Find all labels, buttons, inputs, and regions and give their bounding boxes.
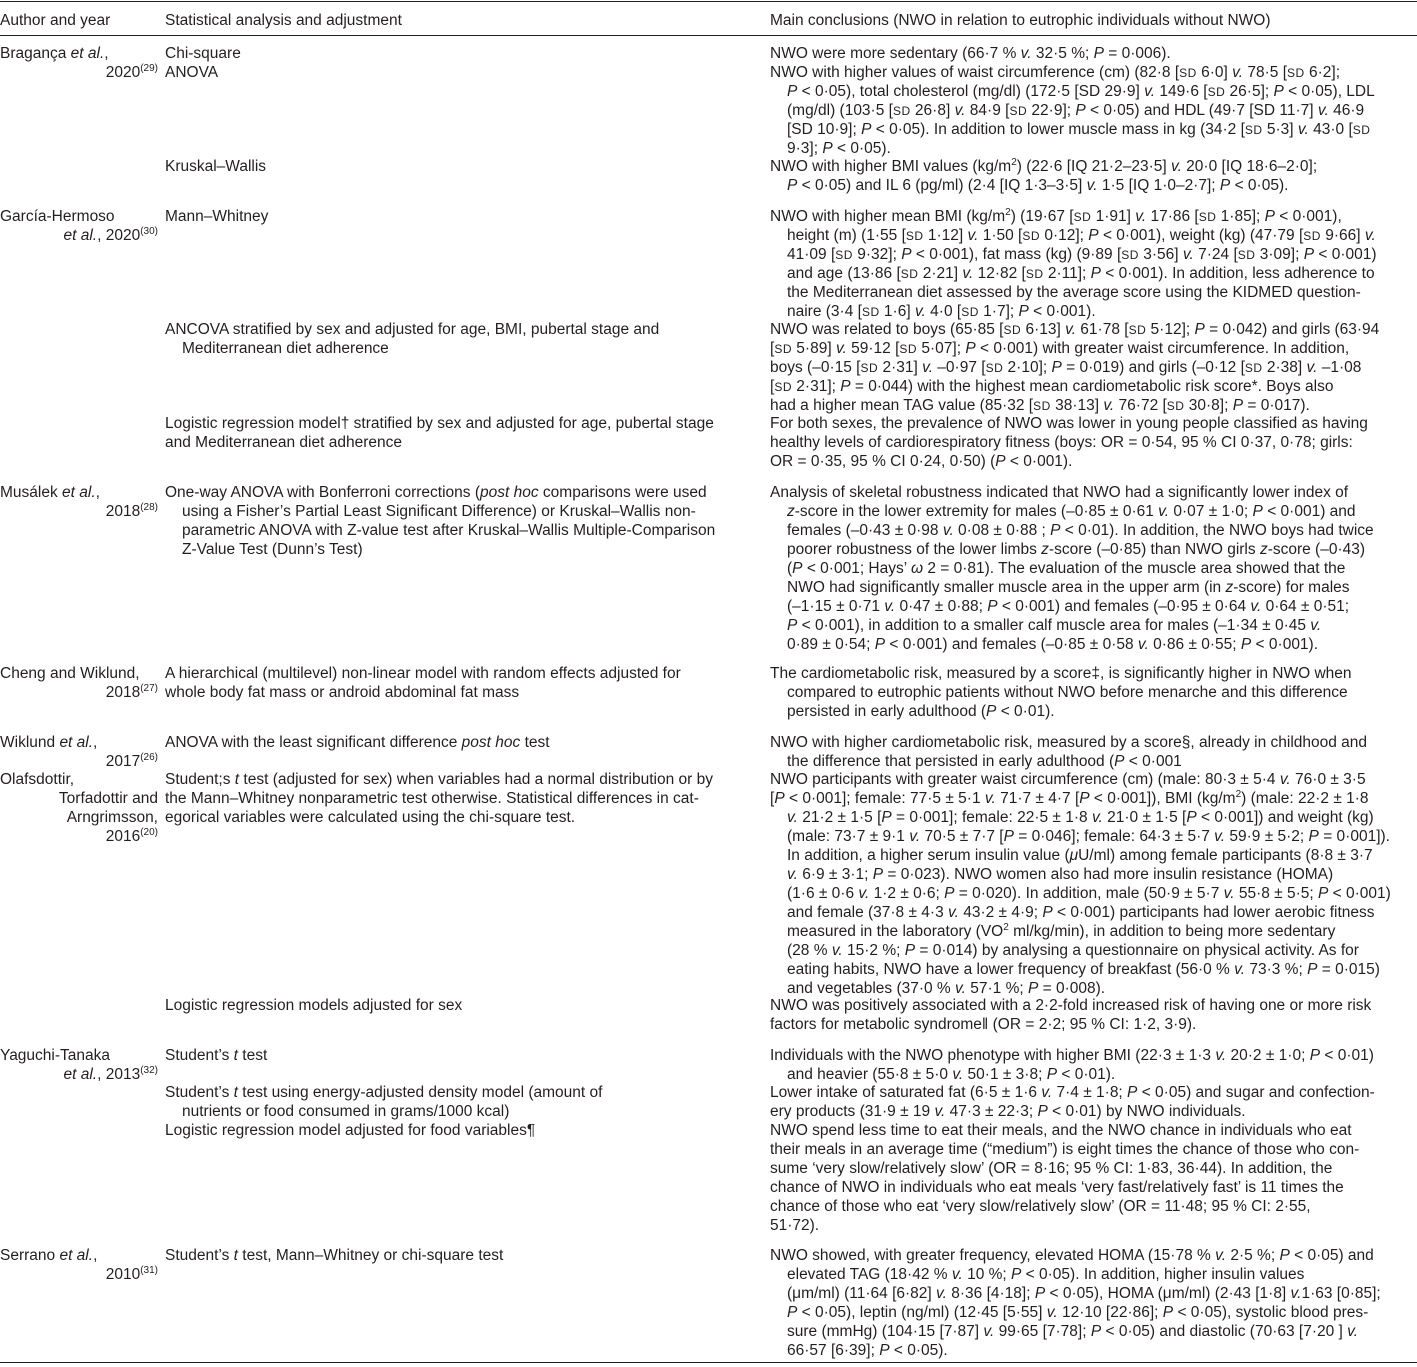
analysis-line: parametric ANOVA with Z-value test after Kruskal–Wallis Multiple-Comparison <box>182 522 716 539</box>
conclusion-line: healthy levels of cardiorespiratory fitness (boys: OR = 0·54, 95 % CI 0·37, 0·78; girls: <box>770 434 1353 451</box>
conclusion-line: factors for metabolic syndromeǁ (OR = 2·2; 95 % CI: 1·2, 3·9). <box>770 1016 1197 1033</box>
analysis-line: using a Fisher’s Partial Least Significant Difference) or Kruskal–Wallis non- <box>182 503 696 520</box>
analysis-line: and Mediterranean diet adherence <box>165 434 402 451</box>
analysis-line: A hierarchical (multilevel) non-linear model with random effects adjusted for <box>165 665 681 682</box>
conclusion-line: elevated TAG (18·42 % v. 10 %; P < 0·05). In addition, higher insulin values <box>787 1266 1305 1283</box>
analysis-line: Logistic regression model adjusted for food variables¶ <box>165 1122 536 1139</box>
conclusion-line: (male: 73·7 ± 9·1 v. 70·5 ± 7·7 [P = 0·046]; female: 64·3 ± 5·7 v. 59·9 ± 5·2; P = 0·001]). <box>787 828 1390 845</box>
author-year-line: 2010$^{(31)}$ <box>105 1265 158 1283</box>
author-year-line: Serrano et al., <box>0 1247 98 1264</box>
conclusion-line: z-score in the lower extremity for males (–0·85 ± 0·61 v. 0·07 ± 1·0; P < 0·001) and <box>787 503 1356 520</box>
conclusion-line: (–1·15 ± 0·71 v. 0·47 ± 0·88; P < 0·001) and females (–0·95 ± 0·64 v. 0·64 ± 0·51; <box>787 598 1350 615</box>
analysis-line: ANOVA <box>165 64 219 81</box>
conclusion-line: persisted in early adulthood (P < 0·01). <box>787 703 1055 720</box>
analysis-line: Student’s t test <box>165 1047 268 1064</box>
conclusion-line: naire (3·4 [SD 1·6] v. 4·0 [SD 1·7]; P < 0·001). <box>787 303 1096 320</box>
conclusion-line: 9·3]; P < 0·05). <box>787 140 891 157</box>
header-rule <box>0 35 1417 36</box>
conclusion-line: and vegetables (37·0 % v. 57·1 %; P = 0·008). <box>787 980 1106 997</box>
analysis-line: One-way ANOVA with Bonferroni corrections (post hoc comparisons were used <box>165 484 707 501</box>
analysis-line: Logistic regression model† stratified by sex and adjusted for age, pubertal stage <box>165 415 714 432</box>
analysis-line: egorical variables were calculated using the chi-square test. <box>165 809 576 826</box>
conclusion-line: height (m) (1·55 [SD 1·12] v. 1·50 [SD 0·12]; P < 0·001), weight (kg) (47·79 [SD 9·66] v. <box>787 227 1376 244</box>
conclusion-line: NWO was positively associated with a 2·2-fold increased risk of having one or more risk <box>770 997 1372 1014</box>
conclusion-line: NWO participants with greater waist circumference (cm) (male: 80·3 ± 5·4 v. 76·0 ± 3·5 <box>770 771 1366 788</box>
conclusion-line: [SD 5·89] v. 59·12 [SD 5·07]; P < 0·001) with greater waist circumference. In addition, <box>770 340 1350 357</box>
conclusion-line: boys (–0·15 [SD 2·31] v. –0·97 [SD 2·10]; P = 0·019) and girls (–0·12 [SD 2·38] v. –1·08 <box>770 359 1362 376</box>
conclusion-line: the Mediterranean diet assessed by the average score using the KIDMED question- <box>787 284 1361 301</box>
author-year-line: 2016$^{(20)}$ <box>105 827 158 845</box>
conclusion-line: NWO with higher cardiometabolic risk, measured by a score§, already in childhood and <box>770 734 1368 751</box>
conclusion-line: sure (mmHg) (104·15 [7·87] v. 99·65 [7·78]; P < 0·05) and diastolic (70·63 [7·20 ] v. <box>787 1323 1359 1340</box>
conclusion-line: poorer robustness of the lower limbs z-score (–0·85) than NWO girls z-score (–0·43) <box>787 541 1366 558</box>
conclusion-line: NWO had significantly smaller muscle area in the upper arm (in z-score) for males <box>787 579 1350 596</box>
author-year-line: Torfadottir and <box>58 790 158 807</box>
conclusion-line: and age (13·86 [SD 2·21] v. 12·82 [SD 2·11]; P < 0·001). In addition, less adherence to <box>787 265 1375 282</box>
column-header-analysis: Statistical analysis and adjustment <box>165 12 402 29</box>
analysis-line: ANOVA with the least significant difference post hoc test <box>165 734 550 751</box>
analysis-line: the Mann–Whitney nonparametric test otherwise. Statistical differences in cat- <box>165 790 699 807</box>
author-year-line: Bragança et al., <box>0 45 109 62</box>
conclusion-line: eating habits, NWO have a lower frequency of breakfast (56·0 % v. 73·3 %; P = 0·015) <box>787 961 1380 978</box>
conclusion-line: NWO with higher mean BMI $(kg/m^2)$ (19·67 [SD 1·91] v. 17·86 [SD 1·85]; P < 0·001), <box>770 207 1342 225</box>
conclusion-line: v. 21·2 ± 1·5 [P = 0·001]; female: 22·5 ± 1·8 v. 21·0 ± 1·5 [P < 0·001]) and weight (kg) <box>787 809 1374 826</box>
conclusion-line: OR = 0·35, 95 % CI 0·24, 0·50) (P < 0·001). <box>770 453 1073 470</box>
conclusion-line: NWO were more sedentary (66·7 % v. 32·5 %; P = 0·006). <box>770 45 1171 62</box>
conclusion-line: measured in the laboratory ($VO^2$ ml/kg/min), in addition to being more sedentary <box>787 922 1336 940</box>
conclusion-line: 41·09 [SD 9·32]; P < 0·001), fat mass (kg) (9·89 [SD 3·56] v. 7·24 [SD 3·09]; P < 0·001) <box>787 246 1377 263</box>
analysis-line: Mediterranean diet adherence <box>182 340 389 357</box>
author-year-line: 2017$^{(26)}$ <box>105 752 158 770</box>
conclusion-line: [P < 0·001]; female: 77·5 ± 5·1 v. 71·7 ± 4·7 [P < 0·001]), BMI $(kg/m^2)$ (male: 22·2 ± 1·8 <box>770 789 1369 807</box>
conclusion-line: P < 0·001), in addition to a smaller calf muscle area for males (–1·34 ± 0·45 v. <box>787 617 1322 634</box>
analysis-line: Mann–Whitney <box>165 208 269 225</box>
conclusion-line: P < 0·05) and IL 6 (pg/ml) (2·4 [IQ 1·3–3·5] v. 1·5 [IQ 1·0–2·7]; P < 0·05). <box>787 177 1289 194</box>
author-year-line: Olafsdottir, <box>0 771 75 788</box>
analysis-line: Z-Value Test (Dunn’s Test) <box>182 541 363 558</box>
conclusion-line: P < 0·05), total cholesterol (mg/dl) (172·5 [SD 29·9] v. 149·6 [SD 26·5]; P < 0·05), LDL <box>787 83 1375 100</box>
conclusion-line: (P < 0·001; Hays’ ω 2 = 0·81). The evaluation of the muscle area showed that the <box>787 560 1346 577</box>
conclusion-line: For both sexes, the prevalence of NWO was lower in young people classified as having <box>770 415 1368 432</box>
author-year-line: 2020$^{(29)}$ <box>105 63 158 81</box>
author-year-line: et al., 2020$^{(30)}$ <box>63 226 158 244</box>
conclusion-line: their meals in an average time (“medium”) is eight times the chance of those who con- <box>770 1141 1360 1158</box>
conclusion-line: 0·89 ± 0·54; P < 0·001) and females (–0·85 ± 0·58 v. 0·86 ± 0·55; P < 0·001). <box>787 636 1319 653</box>
conclusion-line: P < 0·05), leptin (ng/ml) (12·45 [5·55] v. 12·10 [22·86]; P < 0·05), systolic blood pres- <box>787 1304 1369 1321</box>
analysis-line: Chi-square <box>165 45 241 62</box>
conclusion-line: v. 6·9 ± 3·1; P = 0·023). NWO women also had more insulin resistance (HOMA) <box>787 866 1334 883</box>
conclusion-line: 66·57 [6·39]; P < 0·05). <box>787 1342 948 1359</box>
conclusion-line: (28 % v. 15·2 %; P = 0·014) by analysing a questionnaire on physical activity. As for <box>787 942 1359 959</box>
author-year-line: Wiklund et al., <box>0 734 98 751</box>
analysis-line: whole body fat mass or android abdominal fat mass <box>165 684 520 701</box>
conclusion-line: Lower intake of saturated fat (6·5 ± 1·6 v. 7·4 ± 1·8; P < 0·05) and sugar and confection- <box>770 1084 1375 1101</box>
analysis-line: Kruskal–Wallis <box>165 158 267 175</box>
conclusion-line: The cardiometabolic risk, measured by a score‡, is significantly higher in NWO when <box>770 665 1352 682</box>
column-header-conclusions: Main conclusions (NWO in relation to eutrophic individuals without NWO) <box>770 12 1271 29</box>
conclusion-line: the difference that persisted in early adulthood (P < 0·001 <box>787 753 1182 770</box>
analysis-line: ANCOVA stratified by sex and adjusted for age, BMI, pubertal stage and <box>165 321 660 338</box>
conclusion-line: In addition, a higher serum insulin value (μU/ml) among female participants (8·8 ± 3·7 <box>787 847 1373 864</box>
conclusion-line: Individuals with the NWO phenotype with higher BMI (22·3 ± 1·3 v. 20·2 ± 1·0; P < 0·01) <box>770 1047 1374 1064</box>
conclusion-line: females (–0·43 ± 0·98 v. 0·08 ± 0·88 ; P < 0·01). In addition, the NWO boys had twice <box>787 522 1374 539</box>
conclusion-line: sume ‘very slow/relatively slow’ (OR = 8·16; 95 % CI: 1·83, 36·44). In addition, the <box>770 1160 1333 1177</box>
conclusion-line: NWO spend less time to eat their meals, and the NWO chance in individuals who eat <box>770 1122 1352 1139</box>
conclusion-line: and heavier (55·8 ± 5·0 v. 50·1 ± 3·8; P < 0·01). <box>787 1066 1116 1083</box>
conclusion-line: ery products (31·9 ± 19 v. 47·3 ± 22·3; P < 0·01) by NWO individuals. <box>770 1103 1246 1120</box>
conclusion-line: [SD 10·9]; P < 0·05). In addition to lower muscle mass in kg (34·2 [SD 5·3] v. 43·0 [SD <box>787 121 1371 138</box>
conclusion-line: (mg/dl) (103·5 [SD 26·8] v. 84·9 [SD 22·9]; P < 0·05) and HDL (49·7 [SD 11·7] v. 46·9 <box>787 102 1365 119</box>
analysis-line: Student’s t test using energy-adjusted density model (amount of <box>165 1084 603 1101</box>
conclusion-line: chance of those who eat ‘very slow/relatively slow’ (OR = 11·48; 95 % CI: 2·55, <box>770 1198 1311 1215</box>
conclusion-line: NWO with higher BMI values $(kg/m^2)$ (22·6 [IQ 21·2–23·5] v. 20·0 [IQ 18·6–2·0]; <box>770 157 1318 175</box>
conclusion-line: 51·72). <box>770 1217 820 1234</box>
conclusion-line: chance of NWO in individuals who eat meals ‘very fast/relatively fast’ is 11 times the <box>770 1179 1344 1196</box>
conclusion-line: NWO showed, with greater frequency, elevated HOMA (15·78 % v. 2·5 %; P < 0·05) and <box>770 1247 1374 1264</box>
conclusion-line: NWO with higher values of waist circumference (cm) (82·8 [SD 6·0] v. 78·5 [SD 6·2]; <box>770 64 1341 81</box>
author-year-line: García-Hermoso <box>0 208 115 225</box>
conclusion-line: Analysis of skeletal robustness indicated that NWO had a significantly lower index of <box>770 484 1349 501</box>
table-top-rule <box>0 1 1417 2</box>
analysis-line: Student’s t test, Mann–Whitney or chi-square test <box>165 1247 504 1264</box>
conclusion-line: (1·6 ± 0·6 v. 1·2 ± 0·6; P = 0·020). In addition, male (50·9 ± 5·7 v. 55·8 ± 5·5; P < 0·001) <box>787 885 1391 902</box>
conclusion-line: [SD 2·31]; P = 0·044) with the highest mean cardiometabolic risk score*. Boys also <box>770 378 1334 395</box>
author-year-line: et al., 2013$^{(32)}$ <box>63 1065 158 1083</box>
conclusion-line: (μm/ml) (11·64 [6·82] v. 8·36 [4·18]; P < 0·05), HOMA (μm/ml) (2·43 [1·8] v.1·63 [0·85]; <box>787 1285 1381 1302</box>
author-year-line: Arngrimsson, <box>66 809 158 826</box>
conclusion-line: had a higher mean TAG value (85·32 [SD 38·13] v. 76·72 [SD 30·8]; P = 0·017). <box>770 397 1310 414</box>
author-year-line: Yaguchi-Tanaka <box>0 1047 111 1064</box>
conclusion-line: and female (37·8 ± 4·3 v. 43·2 ± 4·9; P < 0·001) participants had lower aerobic fitness <box>787 904 1375 921</box>
conclusion-line: NWO was related to boys (65·85 [SD 6·13] v. 61·78 [SD 5·12]; P = 0·042) and girls (63·94 <box>770 321 1380 338</box>
conclusion-line: compared to eutrophic patients without NWO before menarche and this difference <box>787 684 1348 701</box>
column-header-author: Author and year <box>0 12 111 29</box>
author-year-line: 2018$^{(27)}$ <box>105 683 158 701</box>
analysis-line: nutrients or food consumed in grams/1000 kcal) <box>182 1103 510 1120</box>
analysis-line: Student;s t test (adjusted for sex) when variables had a normal distribution or by <box>165 771 713 788</box>
analysis-line: Logistic regression models adjusted for sex <box>165 997 463 1014</box>
table-bottom-rule <box>0 1362 1417 1363</box>
author-year-line: Cheng and Wiklund, <box>0 665 140 682</box>
author-year-line: Musálek et al., <box>0 484 100 501</box>
author-year-line: 2018$^{(28)}$ <box>105 502 158 520</box>
